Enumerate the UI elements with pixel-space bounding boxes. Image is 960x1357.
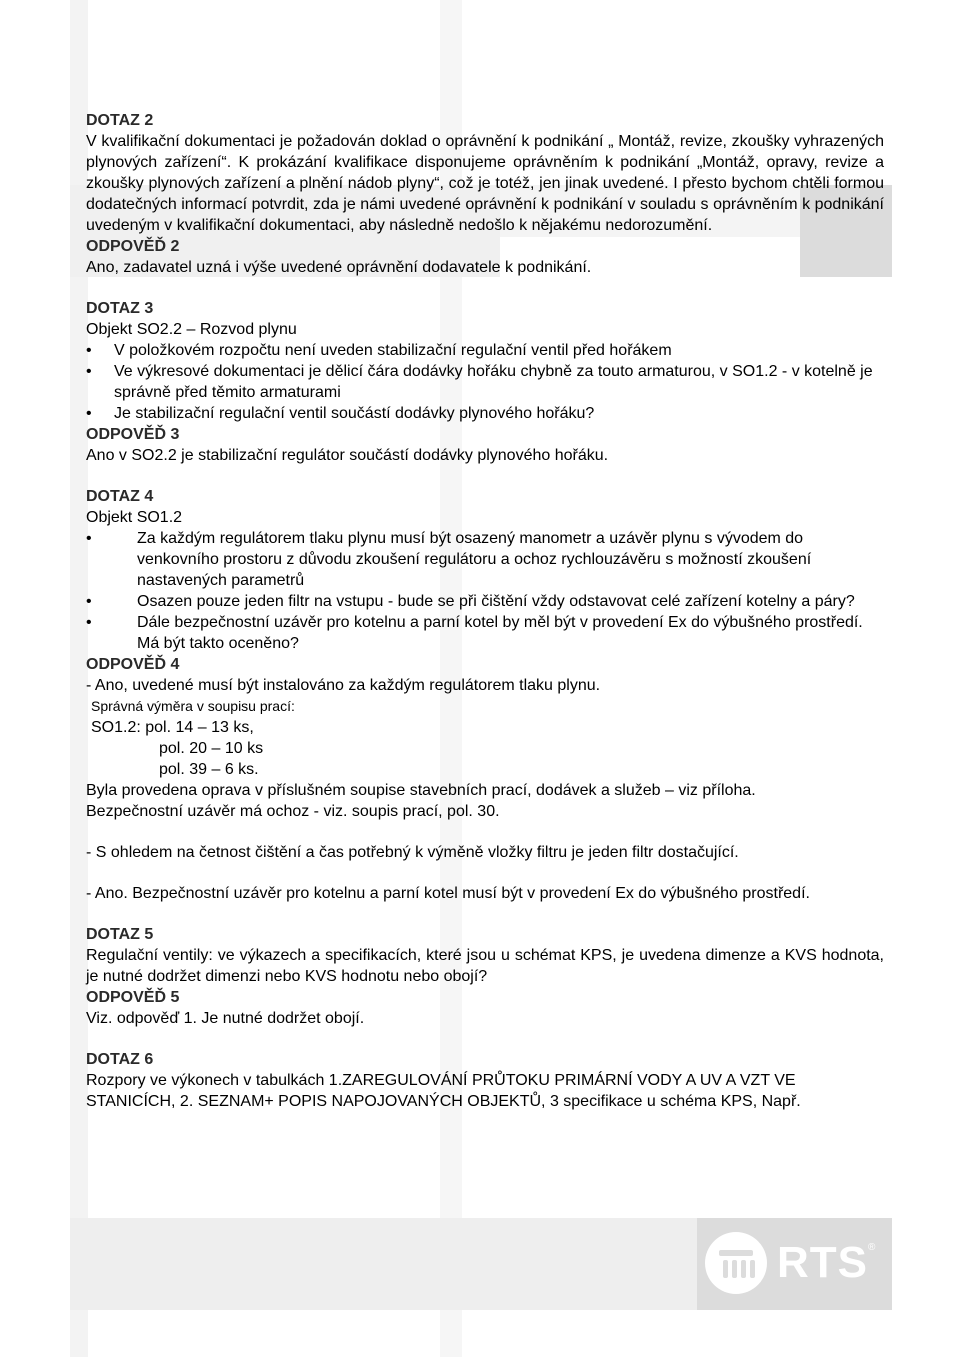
list-item: • Je stabilizační regulační ventil součástí dodávky plynového hořáku? xyxy=(86,403,884,424)
dotaz-4-object: Objekt SO1.2 xyxy=(86,509,183,526)
so-line: SO1.2: pol. 14 – 13 ks, xyxy=(91,719,254,736)
fix-line: Byla provedena oprava v příslušném soupise stavebních prací, dodávek a služeb – viz příloha. xyxy=(86,782,756,799)
logo-text: RTS xyxy=(777,1238,868,1287)
odpoved-2-heading: ODPOVĚĎ 2 xyxy=(86,238,180,255)
filter-answer: - S ohledem na četnost čištění a čas potřebný k výměně vložky filtru je jeden filtr dostačující. xyxy=(86,844,739,861)
dotaz-6-text: Rozpory ve výkonech v tabulkách 1.ZAREGULOVÁNÍ PRŮTOKU PRIMÁRNÍ VODY A UV A VZT VE STANICÍCH, 2. SEZNAM+ POPIS NAPOJOVANÝCH OBJEKTŮ, 3 specifikace u schéma KPS, Např. xyxy=(86,1072,801,1110)
list-item: • Ve výkresové dokumentaci je dělicí čára dodávky hořáku chybně za touto armaturou, v SO1.2 - v kotelně je správně před těmito armaturami xyxy=(86,361,884,403)
dotaz-3-list xyxy=(86,340,884,424)
dotaz-4-list xyxy=(86,528,884,654)
pol-line: pol. 39 – 6 ks. xyxy=(159,761,259,778)
list-item: • Dále bezpečnostní uzávěr pro kotelnu a parní kotel by měl být v provedení Ex do výbušného prostředí. Má být takto oceněno? xyxy=(86,612,884,654)
list-item: • V položkovém rozpočtu není uveden stabilizační regulační ventil před hořákem xyxy=(86,340,884,361)
rts-logo xyxy=(705,1232,875,1294)
odpoved-5-heading: ODPOVĚĎ 5 xyxy=(86,989,180,1006)
dotaz-3-heading: DOTAZ 3 xyxy=(86,300,154,317)
odpoved-3-text: Ano v SO2.2 je stabilizační regulátor součástí dodávky plynového hořáku. xyxy=(86,447,609,464)
odpoved-4-heading: ODPOVĚĎ 4 xyxy=(86,656,180,673)
list-item: • Osazen pouze jeden filtr na vstupu - bude se při čištění vždy odstavovat celé zařízení kotelny a páry? xyxy=(86,591,884,612)
dotaz-6-heading: DOTAZ 6 xyxy=(86,1051,154,1068)
dotaz-5-heading: DOTAZ 5 xyxy=(86,926,154,943)
dotaz-3-object: Objekt SO2.2 – Rozvod plynu xyxy=(86,321,297,338)
safety-line: Bezpečnostní uzávěr má ochoz - viz. soupis prací, pol. 30. xyxy=(86,803,500,820)
correct-quantity-label: Správná výměra v soupisu prací: xyxy=(91,698,295,714)
odpoved-2-text: Ano, zadavatel uzná i výše uvedené oprávnění dodavatele k podnikání. xyxy=(86,259,592,276)
dotaz-5-text: Regulační ventily: ve výkazech a specifikacích, které jsou u schémat KPS, je uvedena dimenze a KVS hodnota, je nutné dodržet dimenzi nebo KVS hodnotu nebo obojí? xyxy=(86,947,884,985)
dotaz-4-heading: DOTAZ 4 xyxy=(86,488,154,505)
odpoved-3-heading: ODPOVĚĎ 3 xyxy=(86,426,180,443)
pol-line: pol. 20 – 10 ks xyxy=(159,740,264,757)
odpoved-4-line1: - Ano, uvedené musí být instalováno za každým regulátorem tlaku plynu. xyxy=(86,677,601,694)
document-body xyxy=(86,110,884,1112)
logo-registered-mark: ® xyxy=(868,1242,876,1253)
ex-answer: - Ano. Bezpečnostní uzávěr pro kotelnu a parní kotel musí být v provedení Ex do výbušného prostředí. xyxy=(86,885,810,902)
rts-logo-icon xyxy=(705,1232,767,1294)
dotaz-2-heading: DOTAZ 2 xyxy=(86,112,154,129)
dotaz-2-text: V kvalifikační dokumentaci je požadován doklad o oprávnění k podnikání „ Montáž, revize, zkoušky vyhrazených plynových zařízení“. K prokázání kvalifikace disponujeme oprávněním k podnikání „Montáž, opravy, revize a zkoušky plynových zařízení a plnění nádob plyny“, což je totéž, jen jinak uvedené. I přesto bychom chtěli formou dodatečných informací potvrdit, zda je námi uvedené oprávnění k podnikání v souladu s oprávněním k podnikání uvedeným v kvalifikační dokumentaci, aby následně nedošlo k nějakému nedorozumění. xyxy=(86,133,884,234)
list-item: • Za každým regulátorem tlaku plynu musí být osazený manometr a uzávěr plynu s vývodem do venkovního prostoru z důvodu zkoušení regulátoru a ochoz rychlouzávěru s možností zkoušení nastavených parametrů xyxy=(86,528,884,591)
odpoved-5-text: Viz. odpověď 1. Je nutné dodržet obojí. xyxy=(86,1010,365,1027)
